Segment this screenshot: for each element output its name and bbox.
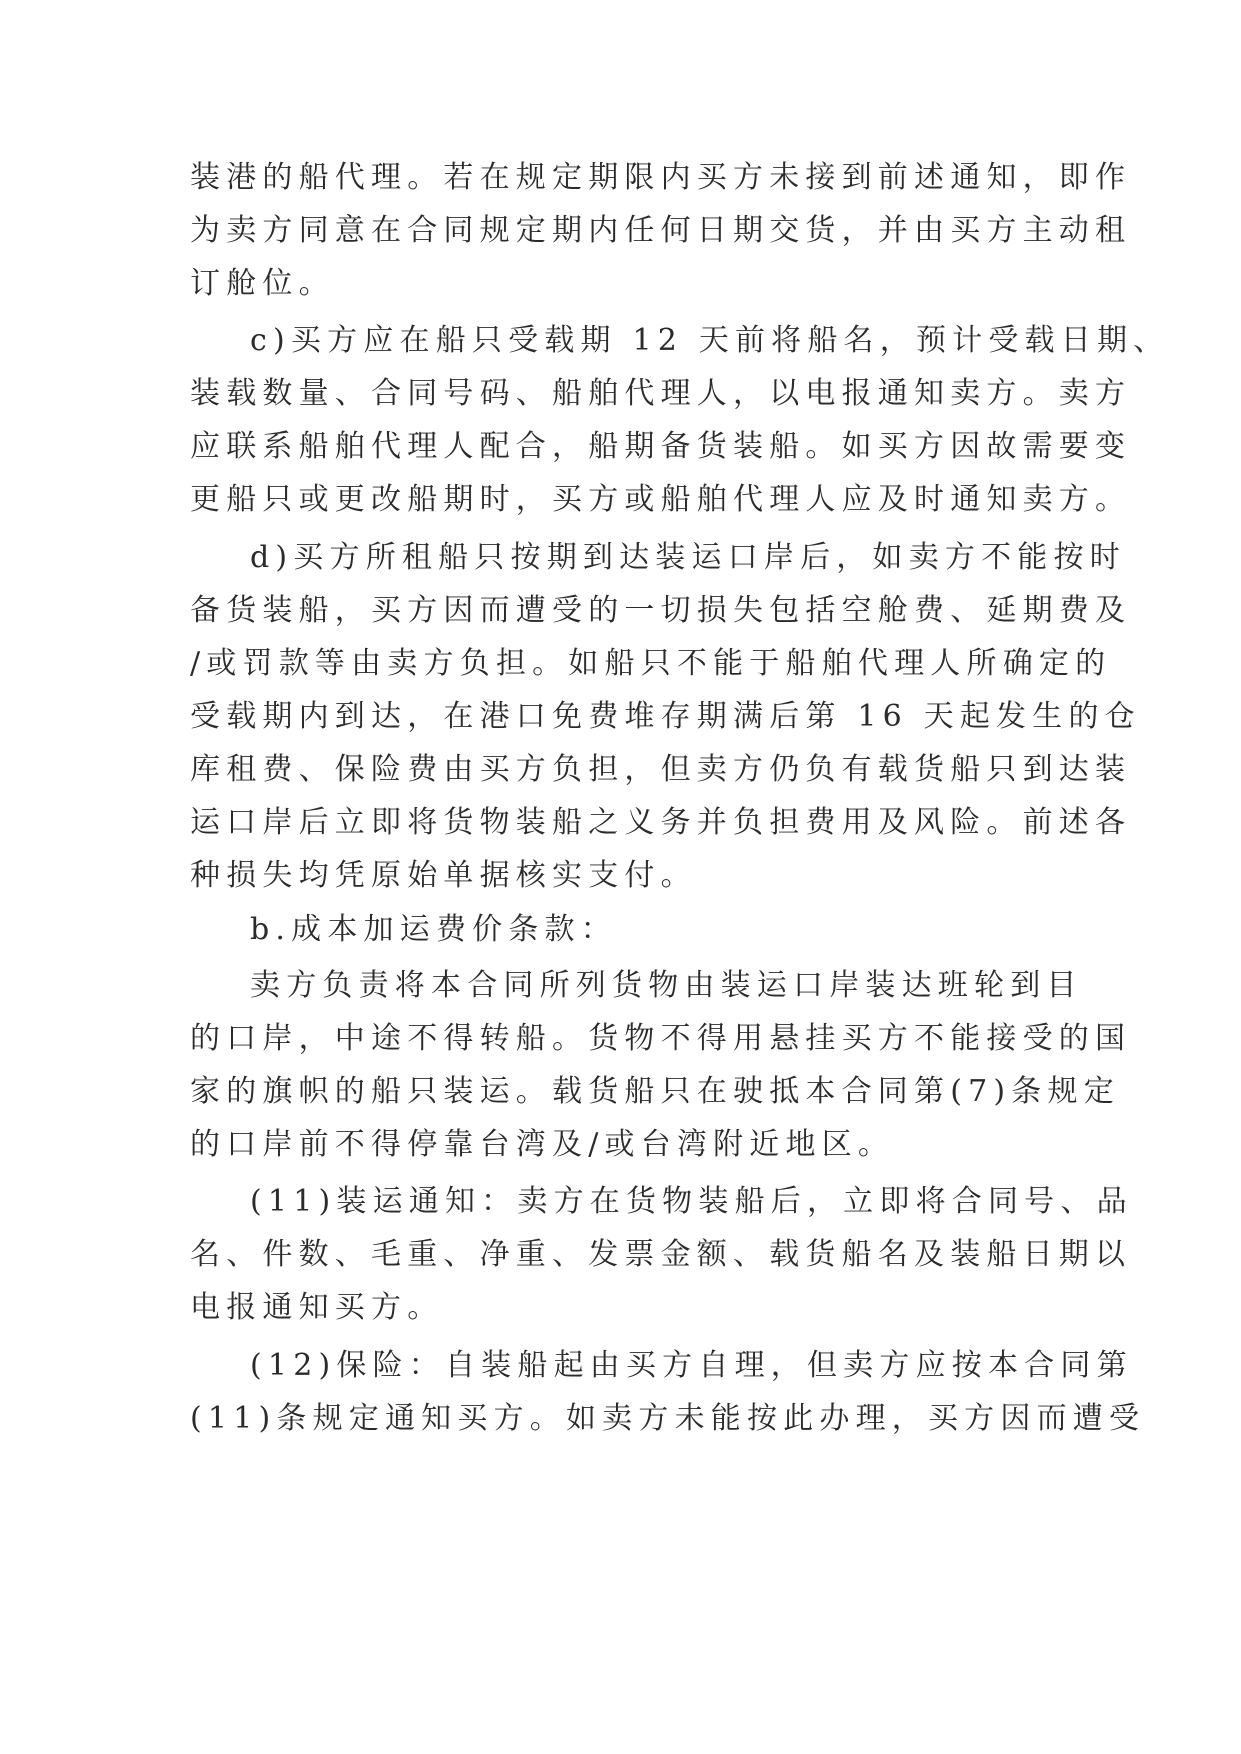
text-line: 运口岸后立即将货物装船之义务并负担费用及风险。前述各 [190,805,1132,840]
text-line: 的口岸，中途不得转船。货物不得用悬挂买方不能接受的国 [190,1021,1132,1056]
text-line: 为卖方同意在合同规定期内任何日期交货，并由买方主动租 [190,213,1132,248]
text-line: 家的旗帜的船只装运。载货船只在驶抵本合同第(7)条规定 [190,1074,1120,1109]
text-line: 的口岸前不得停靠台湾及/或台湾附近地区。 [190,1127,895,1162]
text-line: b.成本加运费价条款： [250,912,617,947]
text-line: /或罚款等由卖方负担。如船只不能于船舶代理人所确定的 [190,646,1112,681]
text-line: 受载期内到达，在港口免费堆存期满后第 16 天起发生的仓 [190,699,1141,734]
text-line: 订舱位。 [190,266,335,301]
text-line: 卖方负责将本合同所列货物由装运口岸装达班轮到目 [250,968,1083,1003]
text-line: 装港的船代理。若在规定期限内买方未接到前述通知，即作 [190,160,1132,195]
text-line: 名、件数、毛重、净重、发票金额、载货船名及装船日期以 [190,1237,1132,1272]
text-line: 更船只或更改船期时，买方或船舶代理人应及时通知卖方。 [190,482,1132,517]
text-line: 库租费、保险费由买方负担，但卖方仍负有载货船只到达装 [190,752,1132,787]
text-line: 电报通知买方。 [190,1290,444,1325]
text-line: 应联系船舶代理人配合，船期备货装船。如买方因故需要变 [190,429,1132,464]
text-line: 备货装船，买方因而遭受的一切损失包括空舱费、延期费及 [190,593,1132,628]
text-line: (11)条规定通知买方。如卖方未能按此办理，买方因而遭受 [190,1401,1146,1436]
text-line: 装载数量、合同号码、船舶代理人，以电报通知卖方。卖方 [190,376,1132,411]
text-line: (11)装运通知：卖方在货物装船后，立即将合同号、品 [250,1184,1133,1219]
text-line: (12)保险：自装船起由买方自理，但卖方应按本合同第 [250,1348,1133,1383]
text-line: c)买方应在船只受载期 12 天前将船名，预计受载日期、 [250,323,1170,358]
text-line: d)买方所租船只按期到达装运口岸后，如卖方不能按时 [250,540,1126,575]
text-line: 种损失均凭原始单据核实支付。 [190,858,697,893]
